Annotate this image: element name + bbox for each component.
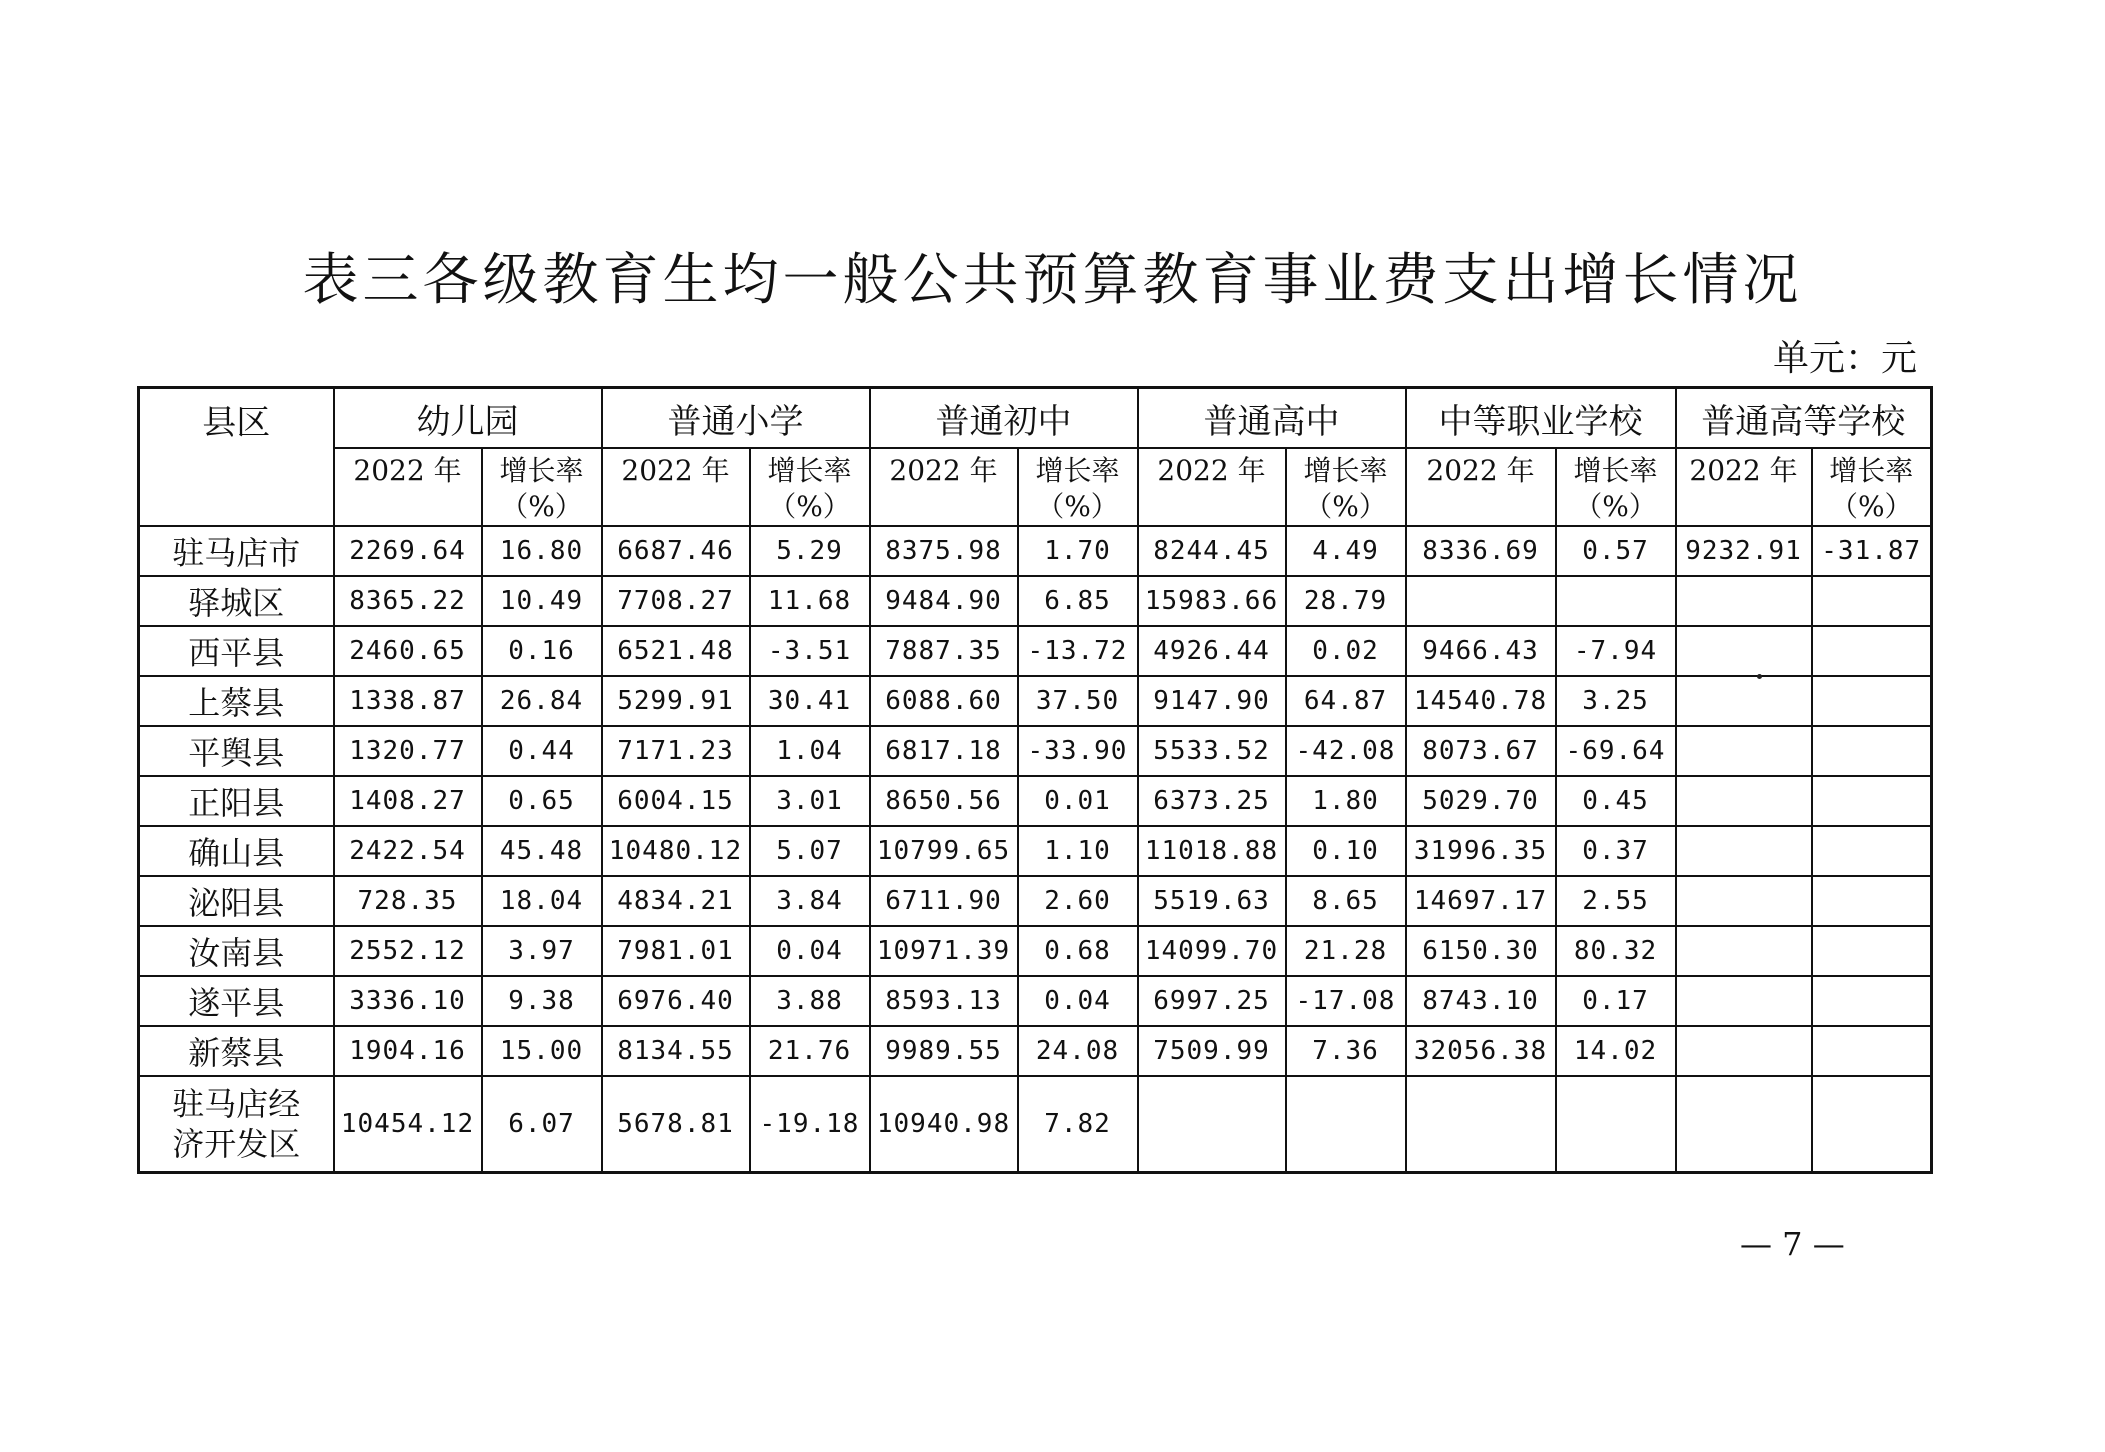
- rate-cell: [1812, 976, 1932, 1026]
- rate-cell: -31.87: [1812, 526, 1932, 576]
- value-cell: 31996.35: [1406, 826, 1556, 876]
- rate-cell: 24.08: [1018, 1026, 1138, 1076]
- rate-cell: 0.01: [1018, 776, 1138, 826]
- county-name-line: 济开发区: [172, 1125, 301, 1164]
- value-cell: [1676, 926, 1812, 976]
- rate-cell: [1812, 926, 1932, 976]
- rate-cell: 7.82: [1018, 1076, 1138, 1172]
- value-cell: [1676, 726, 1812, 776]
- value-cell: [1406, 1076, 1556, 1172]
- rate-cell: 0.57: [1556, 526, 1676, 576]
- sub-header-year: 2022 年: [602, 448, 750, 526]
- sub-header-year: 2022 年: [1138, 448, 1286, 526]
- rate-cell: 30.41: [750, 676, 870, 726]
- rate-unit: （%）: [1829, 490, 1913, 523]
- rate-cell: 0.04: [750, 926, 870, 976]
- value-cell: 9232.91: [1676, 526, 1812, 576]
- rate-cell: [1812, 676, 1932, 726]
- value-cell: 15983.66: [1138, 576, 1286, 626]
- group-header-higher: 普通高等学校: [1676, 388, 1932, 449]
- table-row: [139, 526, 1932, 576]
- rate-cell: 26.84: [482, 676, 602, 726]
- page-number: — 7 —: [1740, 1225, 1845, 1263]
- rate-cell: -42.08: [1286, 726, 1406, 776]
- rate-unit: （%）: [768, 490, 851, 523]
- value-cell: 8073.67: [1406, 726, 1556, 776]
- table-header: [139, 388, 1932, 527]
- value-cell: [1406, 576, 1556, 626]
- value-cell: [1676, 876, 1812, 926]
- rate-cell: 80.32: [1556, 926, 1676, 976]
- table-row: [139, 676, 1932, 726]
- value-cell: 7887.35: [870, 626, 1018, 676]
- rate-cell: [1812, 776, 1932, 826]
- value-cell: [1676, 676, 1812, 726]
- rate-cell: 6.07: [482, 1076, 602, 1172]
- value-cell: [1676, 976, 1812, 1026]
- rate-cell: 18.04: [482, 876, 602, 926]
- value-cell: 10454.12: [334, 1076, 482, 1172]
- table-row: [139, 626, 1932, 676]
- rate-cell: [1812, 826, 1932, 876]
- rate-cell: 3.84: [750, 876, 870, 926]
- sub-header-rate: [1018, 448, 1138, 526]
- value-cell: [1676, 776, 1812, 826]
- table-row: [139, 826, 1932, 876]
- table-row: [139, 1026, 1932, 1076]
- value-cell: 8593.13: [870, 976, 1018, 1026]
- rate-cell: 1.04: [750, 726, 870, 776]
- rate-cell: 9.38: [482, 976, 602, 1026]
- county-name: [139, 1076, 334, 1172]
- value-cell: 6004.15: [602, 776, 750, 826]
- rate-cell: 8.65: [1286, 876, 1406, 926]
- value-cell: 4834.21: [602, 876, 750, 926]
- document-title: 表三各级教育生均一般公共预算教育事业费支出增长情况: [302, 248, 1803, 313]
- sub-header-rate: [1556, 448, 1676, 526]
- value-cell: 9466.43: [1406, 626, 1556, 676]
- county-name: 驻马店市: [139, 526, 334, 576]
- value-cell: 3336.10: [334, 976, 482, 1026]
- rate-label: 增长率: [767, 454, 852, 487]
- value-cell: [1676, 626, 1812, 676]
- rate-cell: 0.10: [1286, 826, 1406, 876]
- sub-header-year: 2022 年: [870, 448, 1018, 526]
- unit-label: 单元：元: [1772, 338, 1917, 379]
- rate-label: 增长率: [1303, 454, 1388, 487]
- table-row: [139, 776, 1932, 826]
- value-cell: 6711.90: [870, 876, 1018, 926]
- value-cell: 5029.70: [1406, 776, 1556, 826]
- value-cell: 6521.48: [602, 626, 750, 676]
- county-name: 汝南县: [139, 926, 334, 976]
- value-cell: 5519.63: [1138, 876, 1286, 926]
- county-name: 遂平县: [139, 976, 334, 1026]
- value-cell: 8134.55: [602, 1026, 750, 1076]
- value-cell: 6687.46: [602, 526, 750, 576]
- rate-cell: 5.29: [750, 526, 870, 576]
- rate-cell: 11.68: [750, 576, 870, 626]
- county-name: 平舆县: [139, 726, 334, 776]
- value-cell: 4926.44: [1138, 626, 1286, 676]
- rate-label: 增长率: [1573, 454, 1658, 487]
- sub-header-rate: [482, 448, 602, 526]
- value-cell: 10940.98: [870, 1076, 1018, 1172]
- value-cell: 7171.23: [602, 726, 750, 776]
- rate-cell: [1812, 1076, 1932, 1172]
- rate-label: 增长率: [1829, 454, 1914, 487]
- value-cell: 6088.60: [870, 676, 1018, 726]
- rate-cell: -69.64: [1556, 726, 1676, 776]
- county-name: 驿城区: [139, 576, 334, 626]
- rate-cell: 0.65: [482, 776, 602, 826]
- rate-cell: 1.70: [1018, 526, 1138, 576]
- rate-label: 增长率: [1035, 454, 1120, 487]
- rate-cell: 0.37: [1556, 826, 1676, 876]
- rate-cell: 14.02: [1556, 1026, 1676, 1076]
- value-cell: 10971.39: [870, 926, 1018, 976]
- rate-cell: 0.45: [1556, 776, 1676, 826]
- value-cell: 10799.65: [870, 826, 1018, 876]
- rate-cell: 0.17: [1556, 976, 1676, 1026]
- rate-unit: （%）: [1574, 490, 1657, 523]
- value-cell: 6976.40: [602, 976, 750, 1026]
- rate-cell: 10.49: [482, 576, 602, 626]
- value-cell: [1676, 1026, 1812, 1076]
- county-header: 县区: [139, 388, 334, 527]
- county-name: 确山县: [139, 826, 334, 876]
- value-cell: [1676, 826, 1812, 876]
- sub-header-row: [139, 448, 1932, 526]
- rate-cell: 0.68: [1018, 926, 1138, 976]
- value-cell: 6373.25: [1138, 776, 1286, 826]
- value-cell: 9989.55: [870, 1026, 1018, 1076]
- value-cell: 8244.45: [1138, 526, 1286, 576]
- rate-cell: -3.51: [750, 626, 870, 676]
- group-header-vocational: 中等职业学校: [1406, 388, 1676, 449]
- rate-cell: [1812, 626, 1932, 676]
- value-cell: 5299.91: [602, 676, 750, 726]
- rate-cell: 0.04: [1018, 976, 1138, 1026]
- group-header-junior: 普通初中: [870, 388, 1138, 449]
- value-cell: 2269.64: [334, 526, 482, 576]
- value-cell: 10480.12: [602, 826, 750, 876]
- rate-cell: 37.50: [1018, 676, 1138, 726]
- table-row: [139, 1076, 1932, 1172]
- value-cell: 14697.17: [1406, 876, 1556, 926]
- rate-cell: 28.79: [1286, 576, 1406, 626]
- value-cell: 2422.54: [334, 826, 482, 876]
- rate-cell: 45.48: [482, 826, 602, 876]
- rate-cell: [1812, 726, 1932, 776]
- scan-speck: [1757, 674, 1762, 679]
- rate-cell: [1812, 876, 1932, 926]
- rate-cell: 5.07: [750, 826, 870, 876]
- value-cell: 728.35: [334, 876, 482, 926]
- rate-cell: -19.18: [750, 1076, 870, 1172]
- table-row: [139, 576, 1932, 626]
- rate-cell: 15.00: [482, 1026, 602, 1076]
- value-cell: 7981.01: [602, 926, 750, 976]
- rate-cell: [1812, 1026, 1932, 1076]
- value-cell: 1904.16: [334, 1026, 482, 1076]
- value-cell: 11018.88: [1138, 826, 1286, 876]
- value-cell: 6997.25: [1138, 976, 1286, 1026]
- value-cell: 8375.98: [870, 526, 1018, 576]
- rate-cell: -13.72: [1018, 626, 1138, 676]
- group-header-senior: 普通高中: [1138, 388, 1406, 449]
- value-cell: 14540.78: [1406, 676, 1556, 726]
- rate-cell: 0.44: [482, 726, 602, 776]
- county-name: 上蔡县: [139, 676, 334, 726]
- rate-cell: 64.87: [1286, 676, 1406, 726]
- sub-header-year: 2022 年: [1676, 448, 1812, 526]
- value-cell: 6817.18: [870, 726, 1018, 776]
- rate-unit: （%）: [1036, 490, 1119, 523]
- rate-cell: 1.10: [1018, 826, 1138, 876]
- value-cell: 14099.70: [1138, 926, 1286, 976]
- value-cell: 9147.90: [1138, 676, 1286, 726]
- county-name: 新蔡县: [139, 1026, 334, 1076]
- sub-header-year: 2022 年: [1406, 448, 1556, 526]
- value-cell: 1320.77: [334, 726, 482, 776]
- group-header-kindergarten: 幼儿园: [334, 388, 602, 449]
- sub-header-rate: [750, 448, 870, 526]
- rate-cell: -33.90: [1018, 726, 1138, 776]
- county-name: 正阳县: [139, 776, 334, 826]
- rate-cell: 4.49: [1286, 526, 1406, 576]
- rate-cell: 3.25: [1556, 676, 1676, 726]
- value-cell: [1676, 576, 1812, 626]
- value-cell: 2552.12: [334, 926, 482, 976]
- value-cell: 5533.52: [1138, 726, 1286, 776]
- rate-cell: -7.94: [1556, 626, 1676, 676]
- rate-cell: 3.01: [750, 776, 870, 826]
- expenditure-table: [137, 386, 1933, 1174]
- rate-cell: 1.80: [1286, 776, 1406, 826]
- rate-cell: 21.28: [1286, 926, 1406, 976]
- table-row: [139, 976, 1932, 1026]
- rate-cell: [1556, 576, 1676, 626]
- value-cell: 32056.38: [1406, 1026, 1556, 1076]
- value-cell: 8365.22: [334, 576, 482, 626]
- county-name: 西平县: [139, 626, 334, 676]
- value-cell: 8650.56: [870, 776, 1018, 826]
- rate-cell: [1556, 1076, 1676, 1172]
- rate-unit: （%）: [500, 490, 583, 523]
- value-cell: [1676, 1076, 1812, 1172]
- rate-cell: 3.88: [750, 976, 870, 1026]
- table-row: [139, 876, 1932, 926]
- value-cell: 6150.30: [1406, 926, 1556, 976]
- rate-cell: [1812, 576, 1932, 626]
- value-cell: 1408.27: [334, 776, 482, 826]
- rate-cell: -17.08: [1286, 976, 1406, 1026]
- county-name: 泌阳县: [139, 876, 334, 926]
- rate-cell: 0.02: [1286, 626, 1406, 676]
- value-cell: 7509.99: [1138, 1026, 1286, 1076]
- rate-cell: [1286, 1076, 1406, 1172]
- sub-header-rate: [1812, 448, 1932, 526]
- rate-cell: 3.97: [482, 926, 602, 976]
- table-body: [139, 526, 1932, 1173]
- value-cell: 8336.69: [1406, 526, 1556, 576]
- rate-cell: 0.16: [482, 626, 602, 676]
- rate-cell: 6.85: [1018, 576, 1138, 626]
- county-name-line: 驻马店经: [172, 1085, 301, 1124]
- value-cell: 9484.90: [870, 576, 1018, 626]
- rate-cell: 16.80: [482, 526, 602, 576]
- sub-header-rate: [1286, 448, 1406, 526]
- table-row: [139, 926, 1932, 976]
- value-cell: 8743.10: [1406, 976, 1556, 1026]
- table-row: [139, 726, 1932, 776]
- group-header-primary: 普通小学: [602, 388, 870, 449]
- rate-cell: 7.36: [1286, 1026, 1406, 1076]
- value-cell: 5678.81: [602, 1076, 750, 1172]
- rate-cell: 2.60: [1018, 876, 1138, 926]
- rate-cell: 21.76: [750, 1026, 870, 1076]
- value-cell: 7708.27: [602, 576, 750, 626]
- rate-label: 增长率: [499, 454, 584, 487]
- rate-unit: （%）: [1304, 490, 1387, 523]
- value-cell: 1338.87: [334, 676, 482, 726]
- value-cell: [1138, 1076, 1286, 1172]
- sub-header-year: 2022 年: [334, 448, 482, 526]
- rate-cell: 2.55: [1556, 876, 1676, 926]
- value-cell: 2460.65: [334, 626, 482, 676]
